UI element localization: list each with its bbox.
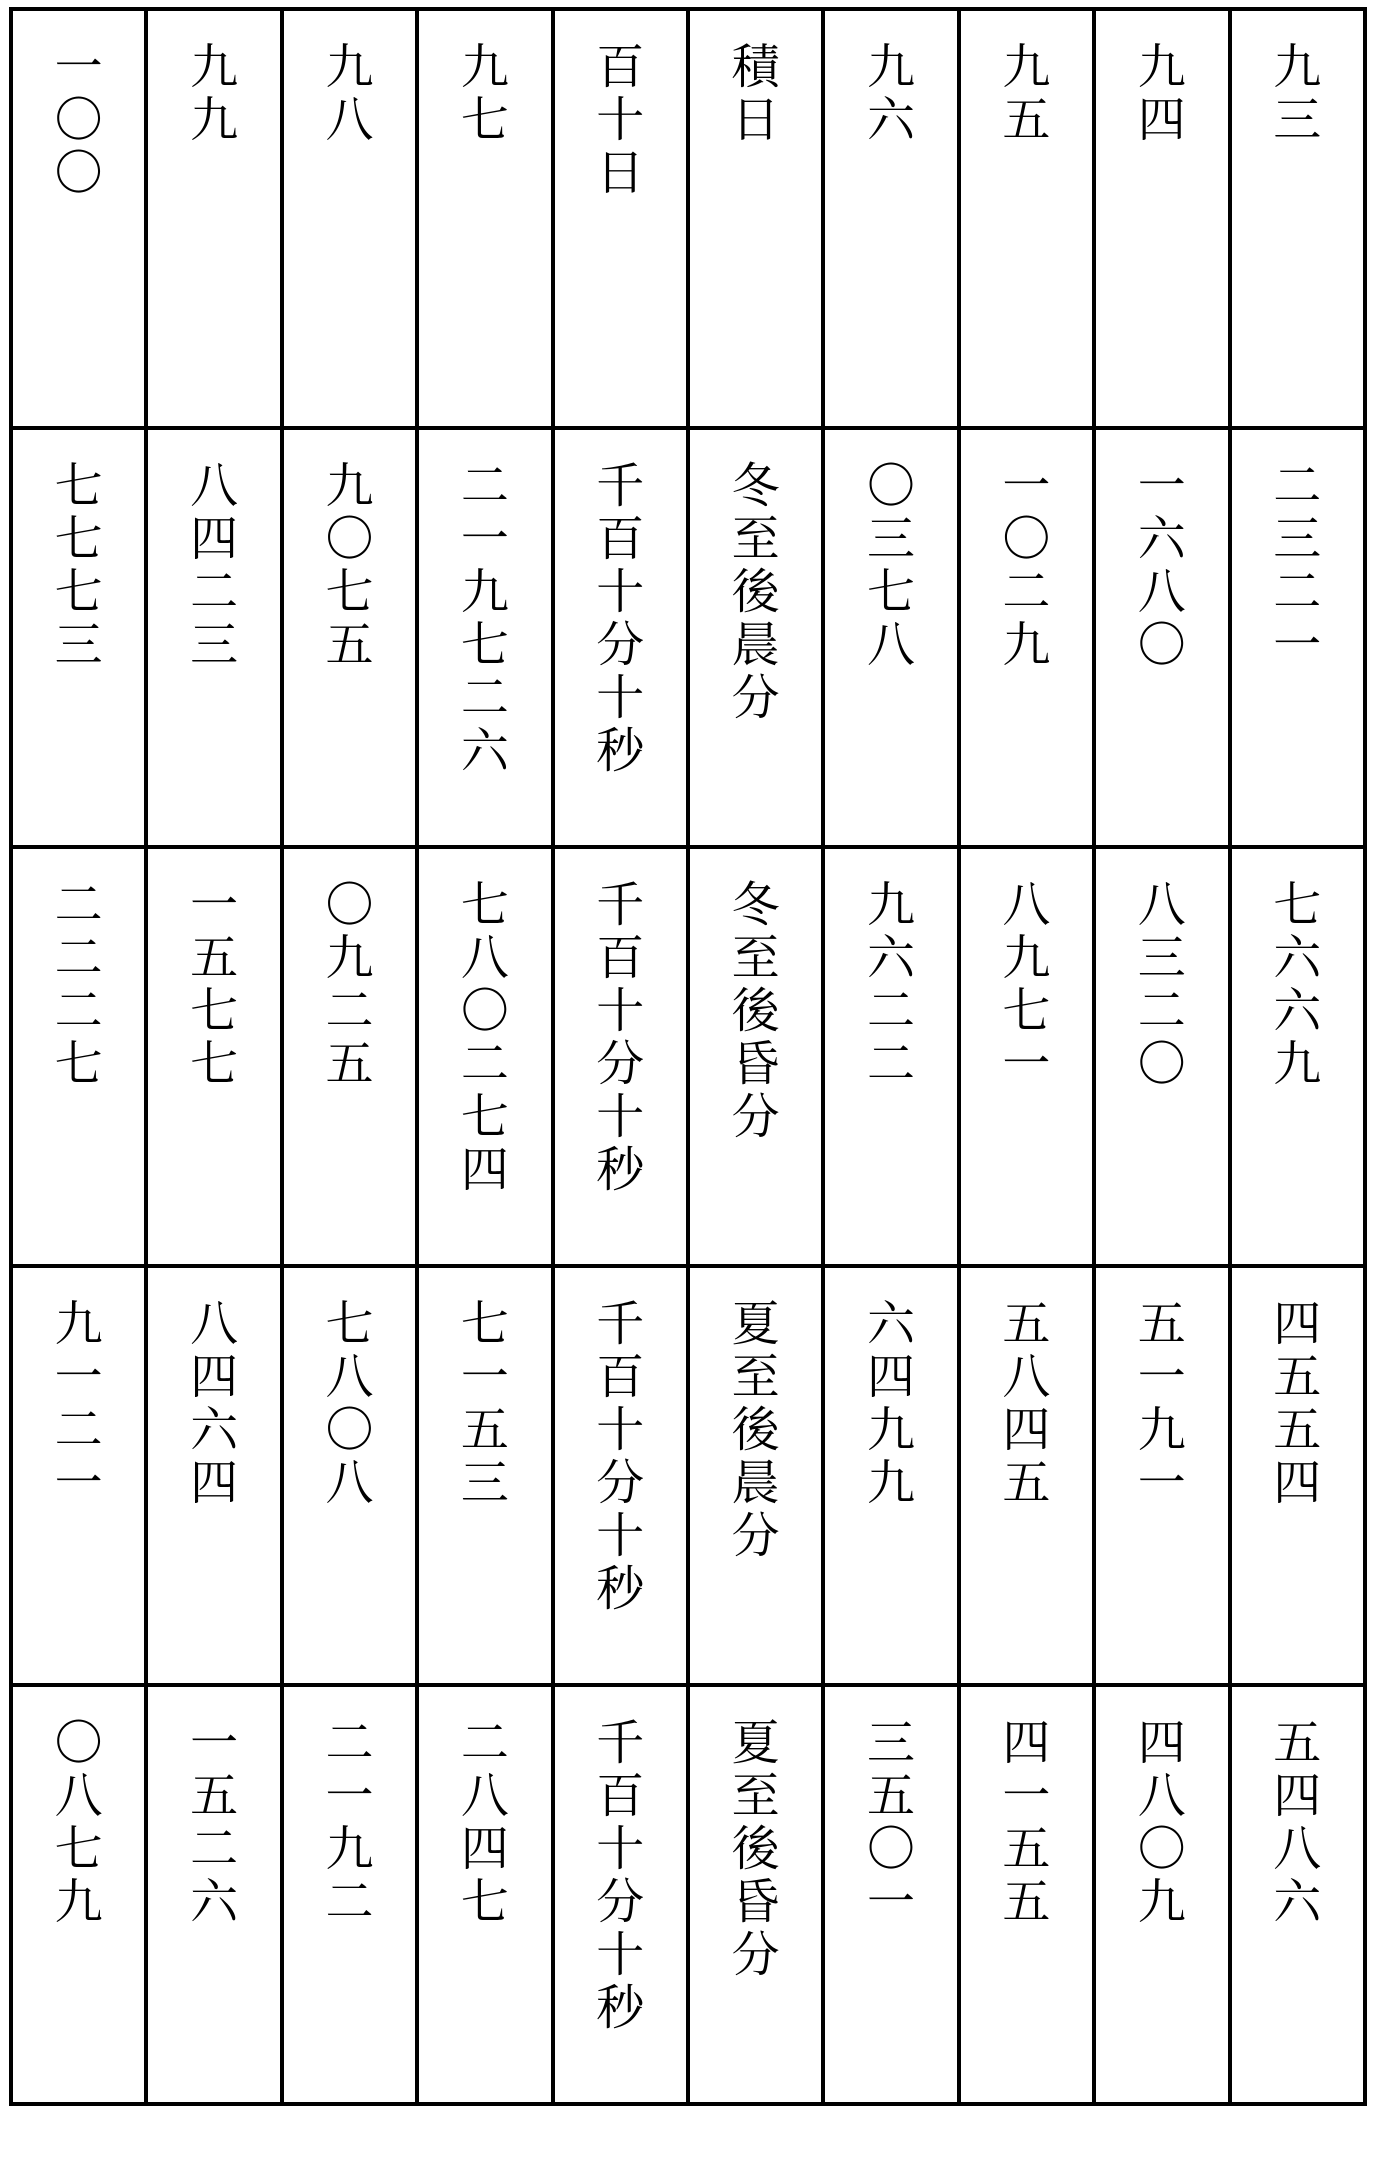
cell-text: 二一九二 bbox=[325, 1715, 374, 1930]
table-cell bbox=[823, 1266, 958, 1685]
table-cell bbox=[282, 1266, 417, 1685]
table-cell bbox=[553, 847, 688, 1266]
table-cell bbox=[146, 847, 281, 1266]
table-cell bbox=[417, 9, 552, 428]
table-cell bbox=[688, 428, 823, 847]
cell-text: 九〇七五 bbox=[325, 458, 374, 673]
cell-text: 夏至後昏分 bbox=[731, 1715, 780, 1983]
cell-text: 千百十分十秒 bbox=[596, 1715, 645, 2036]
cell-text: 九六二二 bbox=[867, 877, 916, 1092]
table-row bbox=[11, 9, 1365, 428]
table-cell bbox=[11, 1685, 146, 2104]
cell-text: 七六六九 bbox=[1273, 877, 1322, 1092]
cell-text: 九一二一 bbox=[54, 1296, 103, 1511]
table-cell bbox=[417, 847, 552, 1266]
cell-text: 九七 bbox=[460, 39, 509, 148]
cell-text: 四一五五 bbox=[1002, 1715, 1051, 1930]
table-cell bbox=[146, 428, 281, 847]
cell-text: 九四 bbox=[1137, 39, 1186, 148]
table-cell bbox=[11, 428, 146, 847]
table-cell bbox=[1094, 1266, 1229, 1685]
cell-text: 五四八六 bbox=[1273, 1715, 1322, 1930]
cell-text: 二三二一 bbox=[1273, 458, 1322, 673]
cell-text: 六四九九 bbox=[867, 1296, 916, 1511]
table-cell bbox=[823, 1685, 958, 2104]
cell-text: 七一五三 bbox=[460, 1296, 509, 1511]
cell-text: 〇八七九 bbox=[54, 1715, 103, 1930]
table-cell bbox=[417, 1685, 552, 2104]
cell-text: 積日 bbox=[731, 39, 780, 148]
table-cell bbox=[688, 847, 823, 1266]
table-cell bbox=[417, 428, 552, 847]
table-cell bbox=[1230, 847, 1365, 1266]
calendar-table bbox=[9, 7, 1367, 2106]
cell-text: 〇三七八 bbox=[867, 458, 916, 673]
cell-text: 九八 bbox=[325, 39, 374, 148]
cell-text: 一六八〇 bbox=[1137, 458, 1186, 673]
table-cell bbox=[282, 1685, 417, 2104]
table-cell bbox=[823, 9, 958, 428]
table-cell bbox=[1230, 1685, 1365, 2104]
table-row bbox=[11, 1266, 1365, 1685]
table-cell bbox=[1094, 1685, 1229, 2104]
cell-text: 二八四七 bbox=[460, 1715, 509, 1930]
cell-text: 七八〇二七四 bbox=[460, 877, 509, 1198]
table-cell bbox=[417, 1266, 552, 1685]
cell-text: 八四六四 bbox=[190, 1296, 239, 1511]
cell-text: 七八〇八 bbox=[325, 1296, 374, 1511]
table-cell bbox=[959, 9, 1094, 428]
table-cell bbox=[282, 428, 417, 847]
table-cell bbox=[959, 1266, 1094, 1685]
table-row bbox=[11, 428, 1365, 847]
cell-text: 一五七七 bbox=[190, 877, 239, 1092]
cell-text: 冬至後昏分 bbox=[731, 877, 780, 1145]
cell-text: 八四二三 bbox=[190, 458, 239, 673]
cell-text: 百十日 bbox=[596, 39, 645, 201]
table-cell bbox=[1094, 9, 1229, 428]
table-cell bbox=[959, 428, 1094, 847]
cell-text: 夏至後晨分 bbox=[731, 1296, 780, 1564]
cell-text: 八九七一 bbox=[1002, 877, 1051, 1092]
cell-text: 五八四五 bbox=[1002, 1296, 1051, 1511]
cell-text: 九三 bbox=[1273, 39, 1322, 148]
table-cell bbox=[1230, 9, 1365, 428]
cell-text: 千百十分十秒 bbox=[596, 1296, 645, 1617]
table-cell bbox=[688, 9, 823, 428]
cell-text: 九六 bbox=[867, 39, 916, 148]
table-cell bbox=[1230, 1266, 1365, 1685]
table-cell bbox=[959, 1685, 1094, 2104]
cell-text: 一〇二九 bbox=[1002, 458, 1051, 673]
table-cell bbox=[146, 1685, 281, 2104]
cell-text: 九九 bbox=[190, 39, 239, 148]
table-cell bbox=[11, 1266, 146, 1685]
cell-text: 千百十分十秒 bbox=[596, 877, 645, 1198]
table-cell bbox=[823, 428, 958, 847]
cell-text: 五一九一 bbox=[1137, 1296, 1186, 1511]
cell-text: 二一九七二六 bbox=[460, 458, 509, 779]
table-cell bbox=[1230, 428, 1365, 847]
table-row bbox=[11, 847, 1365, 1266]
table-cell bbox=[1094, 428, 1229, 847]
table-cell bbox=[1094, 847, 1229, 1266]
table-cell bbox=[823, 847, 958, 1266]
cell-text: 八三二〇 bbox=[1137, 877, 1186, 1092]
table-cell bbox=[553, 1685, 688, 2104]
cell-text: 四五五四 bbox=[1273, 1296, 1322, 1511]
cell-text: 二二二七 bbox=[54, 877, 103, 1092]
table-cell bbox=[11, 847, 146, 1266]
cell-text: 千百十分十秒 bbox=[596, 458, 645, 779]
table-cell bbox=[146, 9, 281, 428]
cell-text: 〇九二五 bbox=[325, 877, 374, 1092]
cell-text: 三五〇一 bbox=[867, 1715, 916, 1930]
table-cell bbox=[11, 9, 146, 428]
table-cell bbox=[553, 9, 688, 428]
table-cell bbox=[553, 1266, 688, 1685]
table-body bbox=[11, 9, 1365, 2104]
table-cell bbox=[959, 847, 1094, 1266]
table-cell bbox=[688, 1685, 823, 2104]
table-cell bbox=[553, 428, 688, 847]
cell-text: 冬至後晨分 bbox=[731, 458, 780, 726]
cell-text: 一五二六 bbox=[190, 1715, 239, 1930]
table-row bbox=[11, 1685, 1365, 2104]
cell-text: 四八〇九 bbox=[1137, 1715, 1186, 1930]
cell-text: 九五 bbox=[1002, 39, 1051, 148]
cell-text: 一〇〇 bbox=[54, 39, 103, 201]
table-cell bbox=[282, 847, 417, 1266]
cell-text: 七七七三 bbox=[54, 458, 103, 673]
table-cell bbox=[688, 1266, 823, 1685]
table-cell bbox=[146, 1266, 281, 1685]
table-cell bbox=[282, 9, 417, 428]
